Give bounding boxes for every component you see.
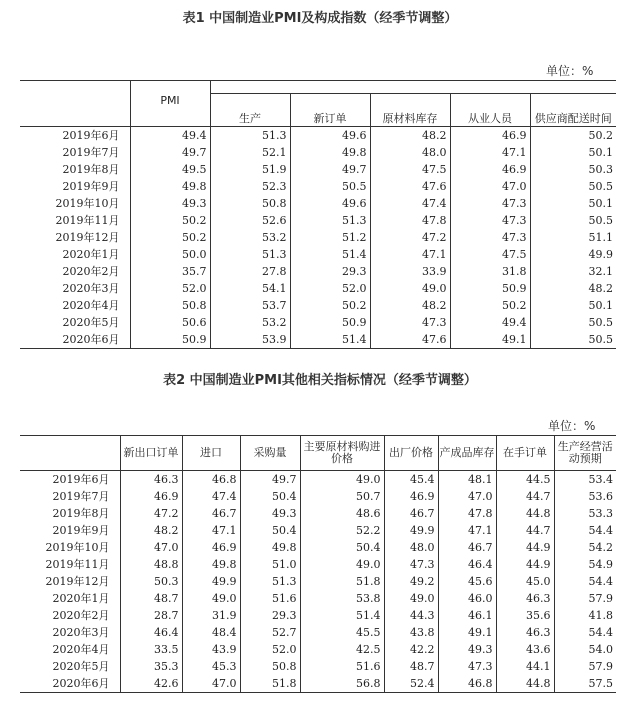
table-cell: 42.5 — [300, 641, 384, 658]
table2-title: 表2 中国制造业PMI其他相关指标情况（经季节调整） — [163, 373, 477, 388]
table-cell: 49.4 — [450, 314, 530, 331]
row-label: 2020年6月 — [20, 675, 120, 693]
column-header: 进口 — [182, 436, 240, 471]
table-cell: 47.4 — [182, 488, 240, 505]
table-cell: 43.8 — [384, 624, 438, 641]
table-cell: 46.4 — [438, 556, 496, 573]
table-cell: 45.5 — [300, 624, 384, 641]
table-cell: 48.0 — [384, 539, 438, 556]
table-cell: 46.8 — [182, 471, 240, 489]
table-cell: 46.3 — [120, 471, 182, 489]
table-cell: 43.9 — [182, 641, 240, 658]
table1-unit-label: 单位：% — [546, 64, 594, 78]
table-cell: 47.5 — [450, 246, 530, 263]
table-cell: 52.0 — [130, 280, 210, 297]
table-cell: 46.9 — [384, 488, 438, 505]
table-cell: 50.5 — [530, 314, 616, 331]
table-cell: 51.6 — [240, 590, 300, 607]
column-header: PMI — [130, 81, 210, 127]
table-cell: 53.3 — [554, 505, 616, 522]
table-cell: 45.4 — [384, 471, 438, 489]
table-cell: 49.5 — [130, 161, 210, 178]
table-cell: 47.2 — [120, 505, 182, 522]
table-row — [20, 144, 616, 161]
row-label: 2019年9月 — [62, 180, 120, 193]
table-cell: 49.8 — [290, 144, 370, 161]
table-cell: 54.9 — [554, 556, 616, 573]
table-row — [20, 658, 616, 675]
table-row — [20, 127, 616, 145]
table-cell: 54.4 — [554, 522, 616, 539]
row-label: 2019年6月 — [62, 129, 120, 142]
table-cell: 45.3 — [182, 658, 240, 675]
row-label: 2019年12月 — [55, 231, 120, 244]
row-label: 2019年8月 — [52, 507, 110, 520]
table-cell: 44.1 — [496, 658, 554, 675]
table-cell: 47.3 — [438, 658, 496, 675]
table-cell: 57.9 — [554, 658, 616, 675]
row-label: 2020年6月 — [20, 331, 130, 349]
row-label: 2019年11月 — [45, 558, 110, 571]
table-cell: 42.6 — [120, 675, 182, 693]
table-cell: 47.1 — [450, 144, 530, 161]
table-cell: 47.3 — [450, 212, 530, 229]
table-row — [20, 505, 616, 522]
table-cell: 33.5 — [120, 641, 182, 658]
table-cell: 31.8 — [450, 263, 530, 280]
row-label: 2020年4月 — [62, 299, 120, 312]
table-cell: 49.6 — [290, 127, 370, 145]
table-cell: 51.8 — [300, 573, 384, 590]
table-cell: 49.3 — [240, 505, 300, 522]
table-cell: 49.1 — [450, 331, 530, 349]
table-cell: 52.0 — [240, 641, 300, 658]
row-label: 2020年3月 — [62, 282, 120, 295]
table-cell: 52.6 — [210, 212, 290, 229]
row-label: 2020年2月 — [62, 265, 120, 278]
table-row — [20, 522, 616, 539]
row-label: 2020年2月 — [52, 609, 110, 622]
column-header: 从业人员 — [450, 94, 530, 127]
table-cell: 48.4 — [182, 624, 240, 641]
table-cell: 35.6 — [496, 607, 554, 624]
table-cell: 44.5 — [496, 471, 554, 489]
table-cell: 48.8 — [120, 556, 182, 573]
table-cell: 49.0 — [384, 590, 438, 607]
row-label: 2019年12月 — [45, 575, 110, 588]
table-cell: 47.3 — [450, 195, 530, 212]
row-label: 2020年1月 — [62, 248, 120, 261]
table-cell: 51.2 — [290, 229, 370, 246]
column-header: 生产 — [210, 94, 290, 127]
table-cell: 50.1 — [530, 195, 616, 212]
column-header: 出厂价格 — [384, 436, 438, 471]
column-header: 供应商配送时间 — [530, 94, 616, 127]
table-cell: 49.0 — [370, 280, 450, 297]
table-cell: 50.2 — [530, 127, 616, 145]
column-header: 新出口订单 — [120, 436, 182, 471]
table-cell: 51.1 — [530, 229, 616, 246]
table-cell: 50.3 — [530, 161, 616, 178]
table-cell: 47.2 — [370, 229, 450, 246]
table-row — [20, 471, 616, 489]
table-cell: 53.2 — [210, 229, 290, 246]
row-label: 2020年1月 — [52, 592, 110, 605]
table-cell: 47.8 — [438, 505, 496, 522]
table-row — [20, 641, 616, 658]
table-cell: 50.8 — [130, 297, 210, 314]
table-cell: 46.0 — [438, 590, 496, 607]
table-cell: 49.3 — [130, 195, 210, 212]
table-row — [20, 161, 616, 178]
table-cell: 54.4 — [554, 573, 616, 590]
table-cell: 47.5 — [370, 161, 450, 178]
row-label: 2019年10月 — [45, 541, 110, 554]
table-cell: 50.7 — [300, 488, 384, 505]
table-cell: 53.8 — [300, 590, 384, 607]
table-cell: 47.1 — [438, 522, 496, 539]
header-spacer — [20, 436, 120, 471]
table-cell: 57.5 — [554, 675, 616, 693]
table-cell: 52.1 — [210, 144, 290, 161]
table-cell: 52.7 — [240, 624, 300, 641]
table-cell: 44.9 — [496, 539, 554, 556]
column-header: 在手订单 — [496, 436, 554, 471]
table-cell: 29.3 — [240, 607, 300, 624]
table-cell: 50.3 — [120, 573, 182, 590]
table-cell: 41.8 — [554, 607, 616, 624]
table-cell: 47.0 — [450, 178, 530, 195]
header-spacer — [20, 94, 130, 127]
table-cell: 46.1 — [438, 607, 496, 624]
header-spacer — [20, 81, 130, 94]
table-cell: 49.8 — [240, 539, 300, 556]
table-cell: 50.0 — [130, 246, 210, 263]
table-cell: 48.0 — [370, 144, 450, 161]
table-cell: 49.4 — [130, 127, 210, 145]
table-cell: 50.8 — [210, 195, 290, 212]
row-label: 2020年5月 — [62, 316, 120, 329]
table-cell: 32.1 — [530, 263, 616, 280]
row-label: 2019年10月 — [55, 197, 120, 210]
table-cell: 49.8 — [130, 178, 210, 195]
table-cell: 51.3 — [290, 212, 370, 229]
column-header: 产成品库存 — [438, 436, 496, 471]
column-header: 生产经营活动预期 — [554, 436, 616, 471]
table-cell: 48.1 — [438, 471, 496, 489]
table-row — [20, 607, 616, 624]
table-row — [20, 556, 616, 573]
table-cell: 50.5 — [290, 178, 370, 195]
table-cell: 47.0 — [438, 488, 496, 505]
table-cell: 46.7 — [182, 505, 240, 522]
table-cell: 46.7 — [438, 539, 496, 556]
table-cell: 53.2 — [210, 314, 290, 331]
row-label: 2019年7月 — [52, 490, 110, 503]
table-cell: 47.8 — [370, 212, 450, 229]
table-cell: 49.0 — [300, 471, 384, 489]
table-cell: 47.4 — [370, 195, 450, 212]
table-cell: 47.0 — [182, 675, 240, 693]
table-row — [20, 280, 616, 297]
table-cell: 52.2 — [300, 522, 384, 539]
table-cell: 35.3 — [120, 658, 182, 675]
table-cell: 53.9 — [210, 331, 290, 349]
row-label: 2020年3月 — [52, 626, 110, 639]
table-cell: 50.2 — [290, 297, 370, 314]
table-cell: 51.4 — [290, 331, 370, 349]
table-cell: 49.0 — [182, 590, 240, 607]
table-cell: 53.6 — [554, 488, 616, 505]
table-cell: 50.5 — [530, 331, 616, 349]
table-cell: 50.1 — [530, 297, 616, 314]
table-cell: 48.2 — [530, 280, 616, 297]
table-row — [20, 314, 616, 331]
table-row — [20, 246, 616, 263]
row-label: 2020年4月 — [52, 643, 110, 656]
table-cell: 47.3 — [384, 556, 438, 573]
table-cell: 50.2 — [130, 229, 210, 246]
table-cell: 49.2 — [384, 573, 438, 590]
table-cell: 48.6 — [300, 505, 384, 522]
table-cell: 51.8 — [240, 675, 300, 693]
table-cell: 46.3 — [496, 590, 554, 607]
table-cell: 50.8 — [240, 658, 300, 675]
table-cell: 43.6 — [496, 641, 554, 658]
table-cell: 51.4 — [290, 246, 370, 263]
table-cell: 49.9 — [530, 246, 616, 263]
table-cell: 46.3 — [496, 624, 554, 641]
table-cell: 44.8 — [496, 675, 554, 693]
table-cell: 50.6 — [130, 314, 210, 331]
table-cell: 54.4 — [554, 624, 616, 641]
table-cell: 46.9 — [450, 161, 530, 178]
table-cell: 44.8 — [496, 505, 554, 522]
table-cell: 42.2 — [384, 641, 438, 658]
table-row — [20, 331, 616, 349]
table-cell: 28.7 — [120, 607, 182, 624]
table-row — [20, 229, 616, 246]
table-cell: 51.0 — [240, 556, 300, 573]
table-cell: 52.3 — [210, 178, 290, 195]
row-label: 2019年8月 — [62, 163, 120, 176]
header-group-spacer — [210, 81, 616, 94]
table-cell: 46.9 — [450, 127, 530, 145]
table-cell: 46.9 — [120, 488, 182, 505]
table-cell: 50.4 — [300, 539, 384, 556]
table-cell: 49.7 — [240, 471, 300, 489]
row-label: 2019年9月 — [52, 524, 110, 537]
table-row — [20, 624, 616, 641]
table-cell: 52.0 — [290, 280, 370, 297]
table-cell: 56.8 — [300, 675, 384, 693]
table-row — [20, 675, 616, 693]
column-header: 主要原材料购进价格 — [300, 436, 384, 471]
table-cell: 29.3 — [290, 263, 370, 280]
table-cell: 49.9 — [384, 522, 438, 539]
pmi-composition-table — [20, 80, 616, 349]
table-cell: 46.7 — [384, 505, 438, 522]
table-cell: 47.6 — [370, 331, 450, 349]
table-cell: 44.3 — [384, 607, 438, 624]
table-row — [20, 178, 616, 195]
row-label: 2019年7月 — [62, 146, 120, 159]
table-cell: 48.7 — [384, 658, 438, 675]
table-cell: 50.9 — [290, 314, 370, 331]
table-cell: 50.2 — [130, 212, 210, 229]
column-header: 采购量 — [240, 436, 300, 471]
table-cell: 47.3 — [450, 229, 530, 246]
table-cell: 51.4 — [300, 607, 384, 624]
pmi-other-indicators-table — [20, 435, 616, 693]
table-cell: 35.7 — [130, 263, 210, 280]
table-row — [20, 263, 616, 280]
table-cell: 46.8 — [438, 675, 496, 693]
table-cell: 51.3 — [240, 573, 300, 590]
table-row — [20, 488, 616, 505]
table-cell: 47.1 — [370, 246, 450, 263]
table-cell: 50.5 — [530, 212, 616, 229]
table-cell: 46.9 — [182, 539, 240, 556]
table-cell: 47.0 — [120, 539, 182, 556]
table-cell: 48.7 — [120, 590, 182, 607]
table-cell: 57.9 — [554, 590, 616, 607]
table-cell: 50.2 — [450, 297, 530, 314]
table-cell: 44.7 — [496, 488, 554, 505]
table-cell: 27.8 — [210, 263, 290, 280]
table-cell: 49.7 — [290, 161, 370, 178]
table-cell: 50.9 — [450, 280, 530, 297]
row-label: 2019年11月 — [55, 214, 120, 227]
table-row — [20, 590, 616, 607]
table1-title: 表1 中国制造业PMI及构成指数（经季节调整） — [182, 11, 458, 26]
table-cell: 48.2 — [370, 297, 450, 314]
table-cell: 47.3 — [370, 314, 450, 331]
table-cell: 51.3 — [210, 127, 290, 145]
table-cell: 49.8 — [182, 556, 240, 573]
table-cell: 33.9 — [370, 263, 450, 280]
table-cell: 49.7 — [130, 144, 210, 161]
table-cell: 47.1 — [182, 522, 240, 539]
table-cell: 49.6 — [290, 195, 370, 212]
table-cell: 53.4 — [554, 471, 616, 489]
table-cell: 54.0 — [554, 641, 616, 658]
table-cell: 45.6 — [438, 573, 496, 590]
table-cell: 45.0 — [496, 573, 554, 590]
table-cell: 49.3 — [438, 641, 496, 658]
row-label: 2019年6月 — [52, 473, 110, 486]
table-cell: 54.2 — [554, 539, 616, 556]
table-cell: 48.2 — [120, 522, 182, 539]
table-cell: 51.3 — [210, 246, 290, 263]
table-cell: 50.9 — [130, 331, 210, 349]
table-cell: 49.0 — [300, 556, 384, 573]
table2-unit-label: 单位：% — [548, 419, 596, 433]
table-cell: 50.5 — [530, 178, 616, 195]
table-cell: 31.9 — [182, 607, 240, 624]
table-row — [20, 539, 616, 556]
table-cell: 50.4 — [240, 488, 300, 505]
table-cell: 48.2 — [370, 127, 450, 145]
table-cell: 50.1 — [530, 144, 616, 161]
table-cell: 44.7 — [496, 522, 554, 539]
table-cell: 50.4 — [240, 522, 300, 539]
table-cell: 53.7 — [210, 297, 290, 314]
table-cell: 49.9 — [182, 573, 240, 590]
row-label: 2020年5月 — [52, 660, 110, 673]
table-row — [20, 212, 616, 229]
table-cell: 46.4 — [120, 624, 182, 641]
table-row — [20, 297, 616, 314]
table-cell: 51.6 — [300, 658, 384, 675]
table-row — [20, 195, 616, 212]
table-cell: 54.1 — [210, 280, 290, 297]
table-cell: 49.1 — [438, 624, 496, 641]
table-row — [20, 573, 616, 590]
column-header: 新订单 — [290, 94, 370, 127]
table-cell: 44.9 — [496, 556, 554, 573]
table-cell: 52.4 — [384, 675, 438, 693]
table-cell: 47.6 — [370, 178, 450, 195]
table-cell: 51.9 — [210, 161, 290, 178]
column-header: 原材料库存 — [370, 94, 450, 127]
